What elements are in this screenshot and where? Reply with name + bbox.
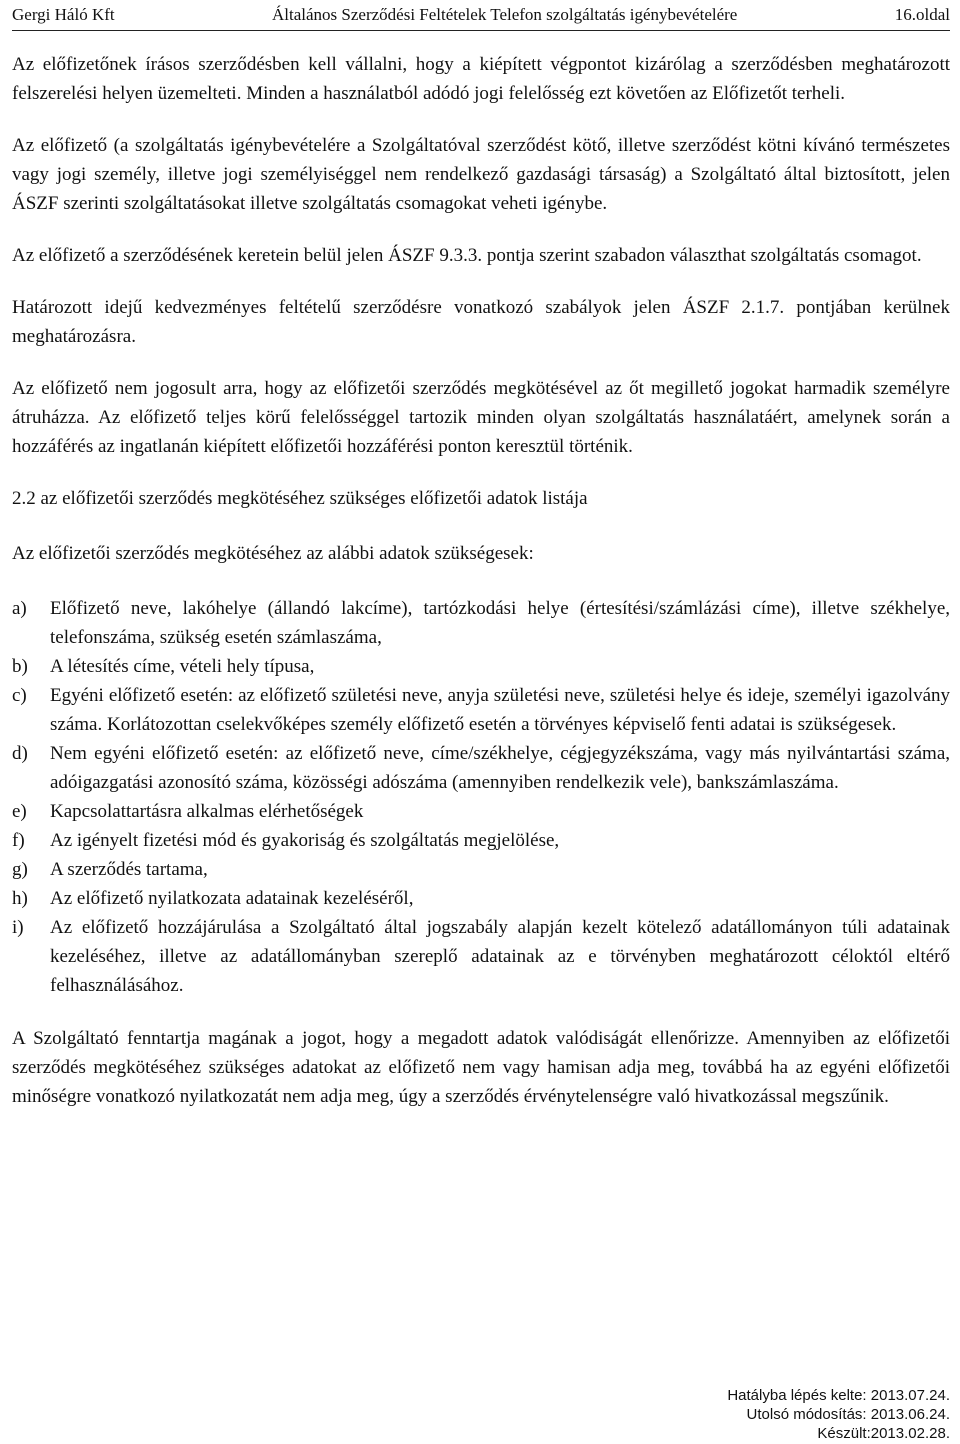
list-marker: e) <box>12 801 27 822</box>
footer-created-date: Készült:2013.02.28. <box>817 1425 950 1442</box>
list-item <box>12 913 950 1000</box>
list-marker: a) <box>12 598 27 619</box>
paragraph-data-verification: A Szolgáltató fenntartja magának a jogot, hogy a megadott adatok valódiságát ellenőrizze. Amennyiben az előfizetői szerződés megkötéséhez szükséges adatokat az előfizető nem vagy hamisan adja meg, továbbá ha az egyéni előfizetői minőségre vonatkozó nyilatkozatát nem adja meg, úgy a szerződés érvénytelenségre való hivatkozással megszűnik. <box>12 1028 950 1107</box>
list-marker: b) <box>12 656 28 677</box>
footer-modified-date: Utolsó módosítás: 2013.06.24. <box>746 1406 950 1423</box>
list-item <box>12 855 950 884</box>
page-header <box>12 4 950 31</box>
list-item <box>12 797 950 826</box>
list-item <box>12 826 950 855</box>
section-heading: 2.2 az előfizetői szerződés megkötéséhez szükséges előfizetői adatok listája <box>12 488 588 509</box>
required-data-list <box>12 594 950 1000</box>
list-item-text: Egyéni előfizető esetén: az előfizető születési neve, anyja születési neve, születési helye és ideje, személyi igazolvány száma. Korlátozottan cselekvőképes személy előfizető esetén a törvényes képviselő fenti adatai is szükségesek. <box>50 685 950 735</box>
paragraph-fixed-term: Határozott idejű kedvezményes feltételű szerződésre vonatkozó szabályok jelen ÁSZF 2.1.7. pontjában kerülnek meghatározásra. <box>12 297 950 347</box>
list-item-text: Kapcsolattartásra alkalmas elérhetőségek <box>50 801 364 822</box>
list-item-text: A létesítés címe, vételi hely típusa, <box>50 656 315 677</box>
list-item-text: Előfizető neve, lakóhelye (állandó lakcíme), tartózkodási helye (értesítési/számlázási címe), illetve székhelye, telefonszáma, szükség esetén számlaszáma, <box>50 598 950 648</box>
list-marker: g) <box>12 859 28 880</box>
paragraph-rights-transfer: Az előfizető nem jogosult arra, hogy az előfizetői szerződés megkötésével az őt megillető jogokat harmadik személyre átruházza. Az előfizető teljes körű felelősséggel tartozik minden olyan szolgáltatás használatáért, amelynek során a hozzáférés az ingatlanán kiépített előfizetői hozzáférési ponton keresztül történik. <box>12 378 950 457</box>
list-marker: c) <box>12 685 27 706</box>
list-item <box>12 652 950 681</box>
list-item-text: Az előfizető nyilatkozata adatainak kezeléséről, <box>50 888 414 909</box>
paragraph-subscriber-definition: Az előfizető (a szolgáltatás igénybevételére a Szolgáltatóval szerződést kötő, illetve szerződést kötni kívánó természetes vagy jogi személy, illetve jogi személyiséggel nem rendelkező gazdasági társaság) a Szolgáltató által biztosított, jelen ÁSZF szerinti szolgáltatásokat illetve szolgáltatás csomagokat veheti igénybe. <box>12 135 950 214</box>
list-marker: d) <box>12 743 28 764</box>
list-marker: h) <box>12 888 28 909</box>
list-item-text: A szerződés tartama, <box>50 859 208 880</box>
document-body <box>12 50 950 1111</box>
header-page-number: 16.oldal <box>894 5 950 24</box>
paragraph-installation: Az előfizetőnek írásos szerződésben kell vállalni, hogy a kiépített végpontot kizárólag a szerződésben meghatározott felszerelési helyen üzemelteti. Minden a használatból adódó jogi felelősség ezt követően az Előfizetőt terheli. <box>12 54 950 104</box>
list-item <box>12 739 950 797</box>
list-marker: f) <box>12 830 25 851</box>
footer-effective-date: Hatályba lépés kelte: 2013.07.24. <box>727 1387 950 1404</box>
paragraph-package-choice: Az előfizető a szerződésének keretein belül jelen ÁSZF 9.3.3. pontja szerint szabadon választhat szolgáltatás csomagot. <box>12 245 922 266</box>
list-marker: i) <box>12 917 24 938</box>
list-intro: Az előfizetői szerződés megkötéséhez az alábbi adatok szükségesek: <box>12 543 534 564</box>
list-item-text: Az előfizető hozzájárulása a Szolgáltató által jogszabály alapján kezelt kötelező adatállományon túli adatainak kezeléséhez, illetve az adatállományban szereplő adatainak az e törvényben meghatározott céloktól eltérő felhasználásához. <box>50 917 950 996</box>
header-title: Általános Szerződési Feltételek Telefon szolgáltatás igénybevételére <box>272 5 738 24</box>
list-item <box>12 594 950 652</box>
list-item-text: Az igényelt fizetési mód és gyakoriság és szolgáltatás megjelölése, <box>50 830 560 851</box>
list-item-text: Nem egyéni előfizető esetén: az előfizető neve, címe/székhelye, cégjegyzékszáma, vagy más nyilvántartási száma, adóigazgatási azonosító száma, közösségi adószáma (amennyiben rendelkezik vele), bankszámlaszáma. <box>50 743 950 793</box>
page-footer <box>727 1386 950 1443</box>
list-item <box>12 884 950 913</box>
header-company: Gergi Háló Kft <box>12 5 115 24</box>
list-item <box>12 681 950 739</box>
